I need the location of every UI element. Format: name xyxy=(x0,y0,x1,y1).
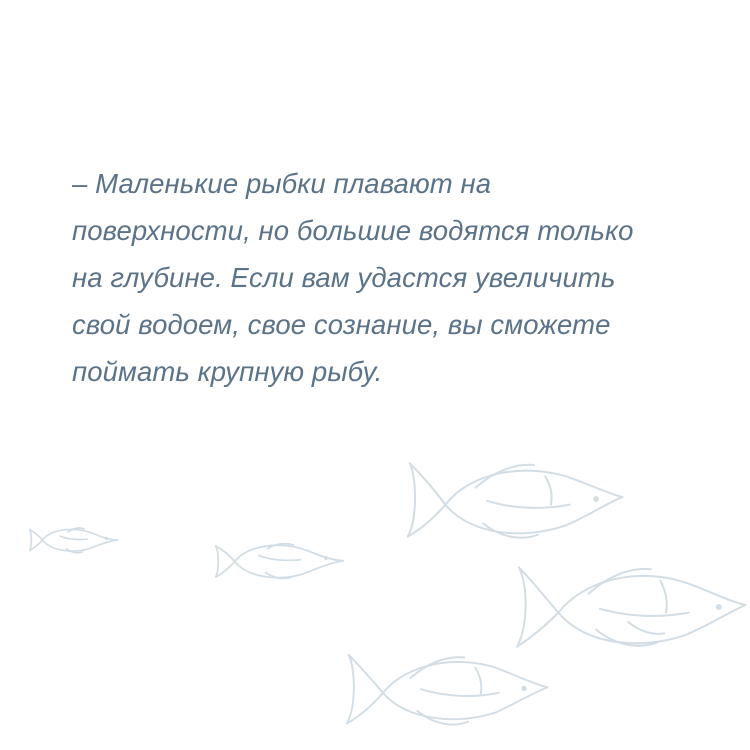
fish-medium-bottom-center-icon xyxy=(345,644,553,731)
quote-text: – Маленькие рыбки плавают на поверхности, но большие водятся только на глубине. Если вам удастся увеличить свой водоем, свое сознание, вы сможете поймать крупную рыбу. xyxy=(72,168,634,387)
fish-large-right-icon xyxy=(515,556,750,660)
fish-small-center-icon xyxy=(214,533,352,588)
fish-small-left-icon xyxy=(28,520,124,560)
fish-medium-upper-right-icon xyxy=(404,450,630,548)
